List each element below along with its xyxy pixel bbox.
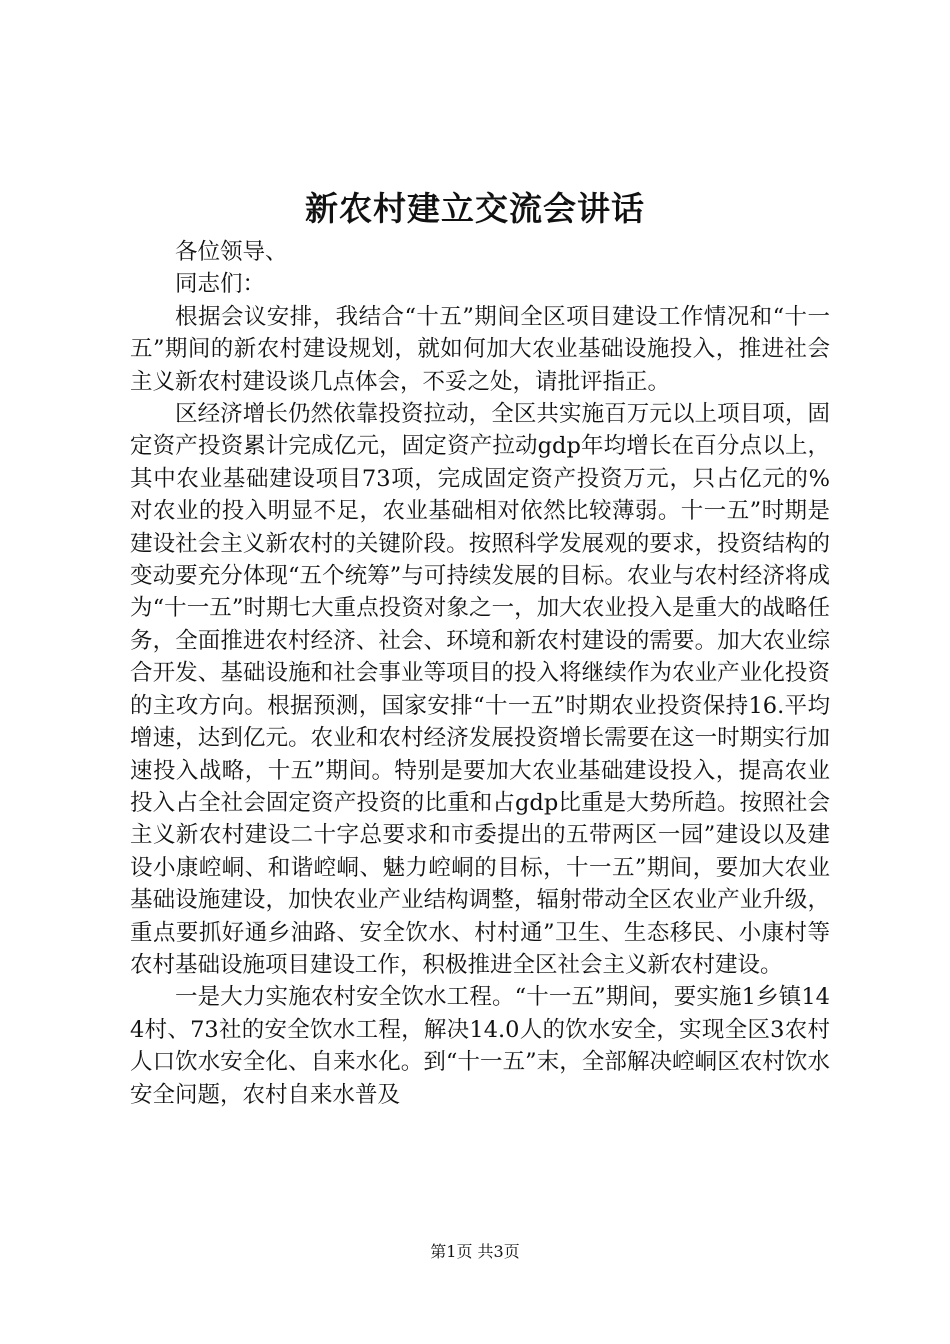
page-number-footer: 第1页 共3页 (430, 1242, 520, 1261)
paragraph-investment: 区经济增长仍然依靠投资拉动，全区共实施百万元以上项目项，固定资产投资累计完成亿元，固定资产拉动gdp年均增长在百分点以上，其中农业基础建设项目73项，完成固定资产投资万元，只占亿元的%对农业的投入明显不足，农业基础相对依然比较薄弱。十一五”时期是建设社会主义新农村的关键阶段。按照科学发展观的要求，投资结构的变动要充分体现“五个统筹”与可持续发展的目标。农业与农村经济将成为“十一五”时期七大重点投资对象之一，加大农业投入是重大的战略任务，全面推进农村经济、社会、环境和新农村建设的需要。加大农业综合开发、基础设施和社会事业等项目的投入将继续作为农业产业化投资的主攻方向。根据预测，国家安排“十一五”时期农业投资保持16.平均增速，达到亿元。农业和农村经济发展投资增长需要在这一时期实行加速投入战略，十五”期间。特别是要加大农业基础建设投入，提高农业投入占全社会固定资产投资的比重和占gdp比重是大势所趋。按照社会主义新农村建设二十字总要求和市委提出的五带两区一园”建设以及建设小康崆峒、和谐崆峒、魅力崆峒的目标，十一五”期间，要加大农业基础设施建设，加快农业产业结构调整，辐射带动全区农业产业升级，重点要抓好通乡油路、安全饮水、村村通”卫生、生态移民、小康村等农村基础设施项目建设工作，积极推进全区社会主义新农村建设。 (130, 401, 830, 978)
paragraph-drinking-water: 一是大力实施农村安全饮水工程。“十一五”期间，要实施1乡镇144村、73社的安全饮水工程，解决14.0人的饮水安全，实现全区3农村人口饮水安全化、自来水化。到“十一五”末，全部解决崆峒区农村饮水安全问题，农村自来水普及 (130, 984, 830, 1108)
paragraph-intro: 根据会议安排，我结合“十五”期间全区项目建设工作情况和“十一五”期间的新农村建设规划，就如何加大农业基础设施投入，推进社会主义新农村建设谈几点体会，不妥之处，请批评指正。 (130, 303, 830, 395)
document-title: 新农村建立交流会讲话 (305, 189, 645, 228)
salutation-comrades: 同志们： (175, 271, 266, 298)
salutation-leaders: 各位领导、 (175, 239, 288, 265)
document-body (130, 236, 830, 1111)
